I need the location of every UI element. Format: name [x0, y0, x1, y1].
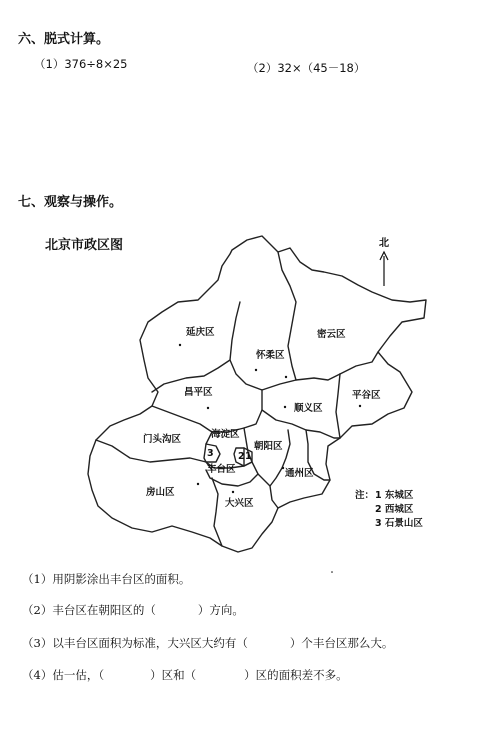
question-3-part-a: （3）以丰台区面积为标准，大兴区大约有（: [22, 636, 248, 650]
district-label-shunyi: 顺义区: [294, 403, 323, 414]
section7-title: 七、观察与操作。: [18, 195, 123, 210]
district-label-daxing: 大兴区: [225, 498, 254, 509]
section6-title: 六、脱式计算。: [18, 32, 110, 47]
question-4-part-c: ）区的面积差不多。: [244, 668, 348, 682]
legend-item-1: 1 东城区: [375, 490, 414, 501]
legend-prefix: 注：: [355, 490, 375, 501]
calc-problem-1: （1）376÷8×25: [34, 57, 128, 71]
question-2-part-b: ）方向。: [197, 603, 244, 617]
yanqing-border: [152, 302, 240, 392]
district-number-3: 3: [207, 448, 214, 459]
map-title: 北京市政区图: [45, 238, 124, 253]
district-label-changping: 昌平区: [184, 387, 213, 398]
shunyi-pinggu-border: [336, 374, 340, 438]
district-number-1: 1: [245, 451, 252, 462]
question-4-part-b: ）区和（: [150, 668, 197, 682]
question-2: [22, 602, 244, 618]
shunyi-border: [262, 410, 340, 438]
question-4: [22, 667, 348, 683]
district-label-chaoyang: 朝阳区: [254, 441, 283, 452]
district-label-yanqing: 延庆区: [186, 327, 215, 338]
question-3-part-b: ）个丰台区那么大。: [289, 636, 394, 650]
district-number-2: 2: [238, 451, 245, 462]
district-label-mentougou: 门头沟区: [143, 434, 182, 445]
district-label-tongzhou: 通州区: [285, 468, 314, 479]
question-3: [22, 635, 393, 651]
legend-item-2: 2 西城区: [375, 504, 414, 515]
question-4-part-a: （4）估一估，（: [22, 668, 105, 682]
legend-item-3: 3 石景山区: [375, 518, 423, 529]
district-label-miyun: 密云区: [317, 329, 346, 340]
calc-problem-2: （2）32×（45－18）: [247, 61, 366, 75]
question-1: （1）用阴影涂出丰台区的面积。: [22, 572, 191, 586]
district-label-huairou: 怀柔区: [256, 350, 285, 361]
daxing-border: [212, 478, 222, 546]
district-label-fangshan: 房山区: [146, 487, 175, 498]
huairou-changping-border: [230, 360, 340, 390]
district-label-pinggu: 平谷区: [352, 390, 381, 401]
district-label-fengtai: 丰台区: [207, 464, 236, 475]
question-2-part-a: （2）丰台区在朝阳区的（: [22, 603, 156, 617]
north-label: 北: [379, 238, 389, 249]
north-arrow-icon: [380, 252, 388, 286]
miyun-pinggu-border: [340, 352, 378, 374]
district-label-haidian: 海淀区: [211, 429, 240, 440]
